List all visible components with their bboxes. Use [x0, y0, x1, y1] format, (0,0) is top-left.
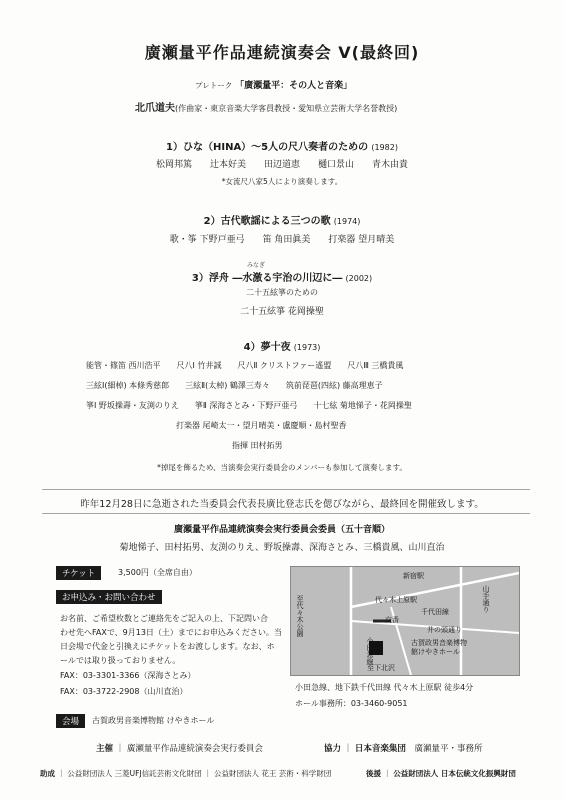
contact-body: お名前、ご希望枚数とご連絡先をご記入の上、下記問い合 わせ先へFAXで、9月13日（土）までにお申込みください。当 日会場で代金と引換えにチケットをお渡しします。なお、ホ ールでは取り扱っておりません。	[60, 614, 282, 665]
map-label-yamate: 山手通り	[482, 585, 490, 613]
pretalk-label: プレトーク	[195, 81, 233, 90]
pretalk-title: 「廣瀬量平：その人と音楽」	[235, 81, 353, 91]
map-label-shimokitazawa: 至下北沢	[367, 664, 395, 672]
speaker-note: (作曲家・東京音楽大学客員教授・愛知県立芸術大学名誉教授)	[175, 104, 398, 113]
venue-map	[290, 566, 520, 676]
program-3-title: 3）浮舟 ―水激る宇治の川辺に― (2002)	[191, 273, 373, 284]
venue-label: 会場	[56, 714, 85, 728]
footer-grant: 助成 ｜ 公益財団法人 三菱UFJ信託芸術文化財団 ｜ 公益財団法人 花王 芸術・科学財団	[40, 769, 332, 778]
map-label-yoyogi-park: 至代々木公園	[296, 595, 304, 637]
footer-cooperation: 協力 ｜ 日本音楽集団 廣瀬量平・事務所	[324, 744, 483, 754]
program-3-ruby: みなぎ	[247, 262, 266, 269]
footer-support: 後援 ｜ 公益財団法人 日本伝統文化振興財団	[366, 769, 516, 778]
speaker	[135, 96, 397, 115]
map-label-odakyu: 小田急線	[366, 637, 374, 665]
ticket-label: チケット	[56, 566, 101, 580]
ticket-price: 3,500円（全席自由）	[118, 568, 197, 577]
program-1-performers: 松岡邦篤 辻本好美 田辺道恵 樋口景山 青木由貴	[155, 160, 408, 170]
venue-name: 古賀政男音楽博物館 けやきホール	[92, 716, 215, 725]
program-1-note: *女流尺八家5人により演奏します。	[221, 177, 343, 186]
map-label-inokashira: 井の頭通り	[427, 626, 462, 634]
program-2-performers: 歌・筝 下野戸亜弓 笛 角田眞美 打楽器 望月晴美	[169, 235, 395, 245]
map-roads	[291, 567, 519, 675]
map-access: 小田急線、地下鉄千代田線 代々木上原駅 徒歩4分	[295, 683, 474, 692]
program-3-subtitle: 二十五絃箏のための	[246, 288, 318, 297]
program-3-performers: 二十五絃箏 花岡操聖	[240, 307, 324, 317]
map-phone: ホール事務所：03-3460-9051	[295, 699, 408, 708]
page-title: 廣瀬量平作品連続演奏会 Ⅴ(最終回)	[144, 43, 420, 62]
map-label-koban: 交番	[385, 616, 399, 624]
program-4-line: 箏Ⅰ 野坂操壽・友渕のりえ 箏Ⅱ 深海さとみ・下野戸亜弓 十七絃 菊地悌子・花岡操聖	[86, 401, 412, 410]
program-4-line: 能管・篠笛 西川浩平 尺八Ⅰ 竹井誠 尺八Ⅱ クリストファー遙盟 尺八Ⅲ 三橋貴風	[86, 361, 404, 370]
footer-organizer: 主催 ｜ 廣瀬量平作品連続演奏会実行委員会	[96, 744, 263, 754]
program-2-title: 2）古代歌謡による三つの歌 (1974)	[203, 216, 361, 227]
committee-members: 菊地悌子、田村拓男、友渕のりえ、野坂操壽、深海さとみ、三橋貴風、山川直治	[119, 543, 445, 553]
program-4-line: 三絃Ⅰ(細棹) 本條秀慈郎 三絃Ⅱ(太棹) 鶴澤三寿々 筑前琵琶(四絃) 藤高理恵子	[86, 381, 383, 390]
fax-1: FAX：03-3301-3366（深海さとみ）	[60, 671, 196, 680]
program-4-note: *掉尾を飾るため、当演奏会実行委員会のメンバーも参加して演奏します。	[157, 463, 407, 472]
program-4-line: 打楽器 尾崎太一・望月晴美・盧慶順・島村聖香	[176, 421, 347, 430]
contact-label: お申込み・お問い合わせ	[56, 590, 162, 604]
committee-heading: 廣瀬量平作品連続演奏会実行委員会委員（五十音順）	[173, 525, 390, 535]
program-4-title: 4）夢十夜 (1973)	[243, 342, 321, 353]
speaker-name: 北爪道夫	[135, 103, 175, 114]
pretalk	[195, 78, 352, 91]
program-1-title: 1）ひな（HINA）～5人の尺八奏者のための (1982)	[166, 142, 398, 153]
divider-top	[42, 489, 530, 490]
memorial-text: 昨年12月28日に急逝された当委員会代表長廣比登志氏を偲びながら、最終回を開催致します。	[80, 499, 484, 510]
map-label-chiyoda: 千代田線	[421, 608, 449, 616]
divider-bottom	[42, 513, 530, 514]
map-label-venue: 古賀政男音楽博物館けやきホール	[411, 639, 467, 656]
map-label-station: 代々木上原駅	[375, 596, 417, 604]
map-label-shinjuku: 新宿駅	[403, 572, 424, 580]
fax-2: FAX：03-3722-2908（山川直治）	[60, 687, 188, 696]
program-4-line: 指揮 田村拓男	[232, 441, 283, 450]
